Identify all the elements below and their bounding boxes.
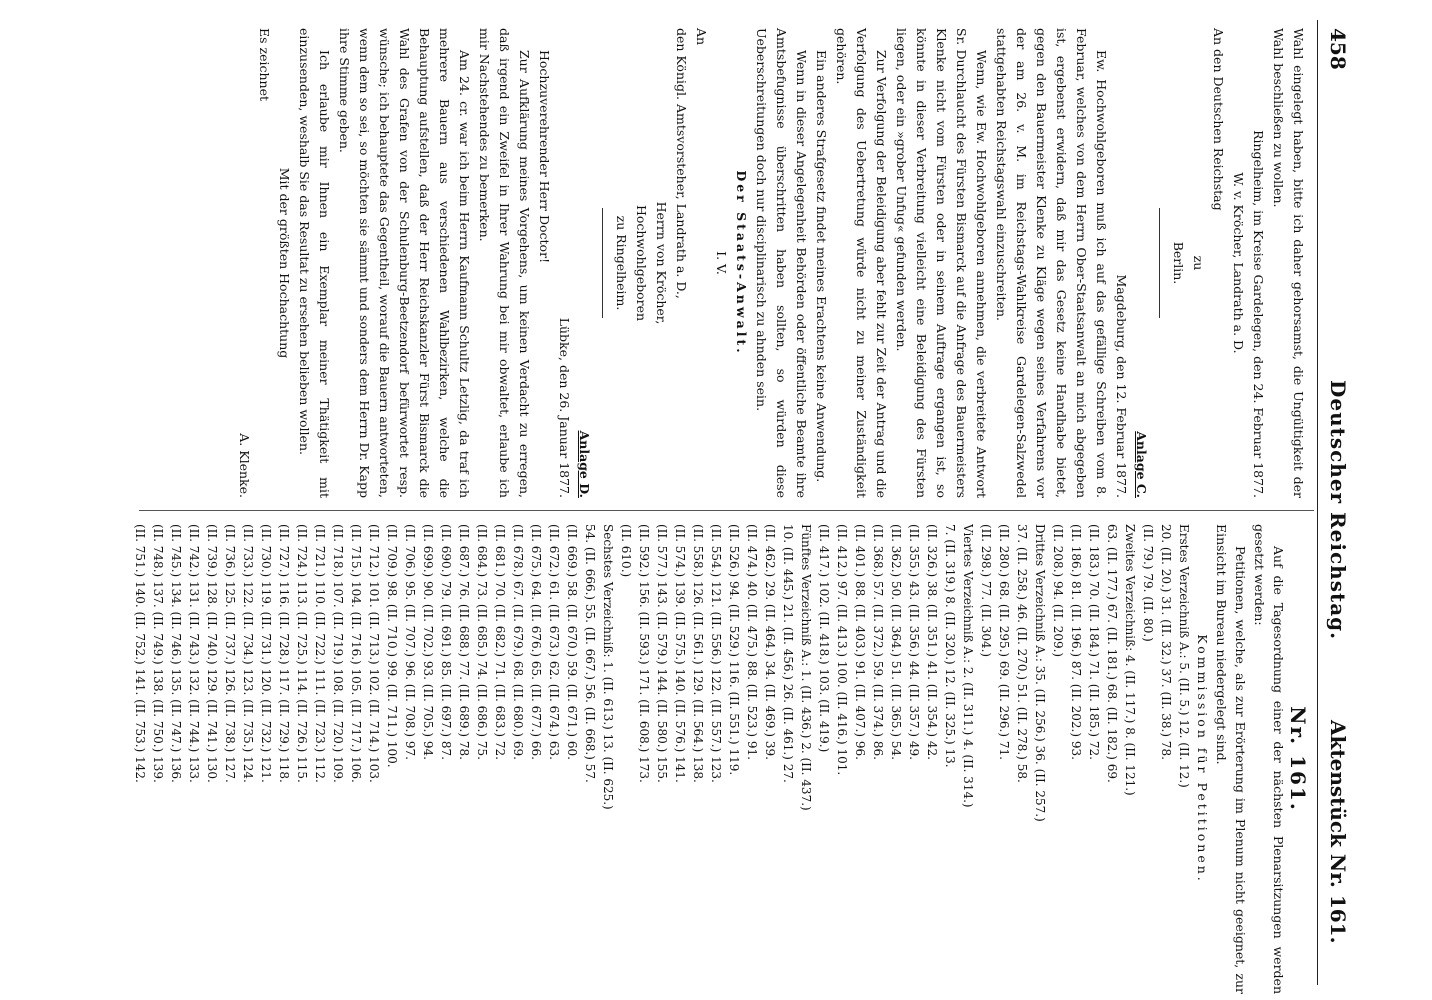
left-column bbox=[234, 28, 1308, 498]
addressee: zu bbox=[1191, 255, 1206, 271]
list-item: 37. (II. 258.) 46. (II. 270.) 51. (II. 278.) 58. bbox=[1015, 524, 1029, 783]
list-item: (II. 79.) 79. (II. 80.) bbox=[1141, 524, 1155, 642]
list-item: (II. 326.) 38. (II. 351.) 41. (II. 354.) 42. bbox=[925, 524, 939, 760]
right-column bbox=[131, 524, 1308, 994]
list-item: (II. 745.) 134. (II. 746.) 135. (II. 747.) 136. bbox=[169, 524, 183, 783]
list-item: (II. 362.) 50. (II. 364.) 51. (II. 365.) 54. bbox=[889, 524, 903, 760]
list-item: (II. 672.) 61. (II. 673.) 62. (II. 674.) 63. bbox=[547, 524, 561, 760]
list-item: (II. 298.) 77. (II. 304.) bbox=[979, 524, 993, 658]
list-item: 54. (II. 666.) 55. (II. 667.) 56. (II. 668.) 57. bbox=[583, 524, 597, 783]
paragraph: Zur Verfolgung der Beleidigung aber fehlt zur Zeit der Antrag und die Verfolgung des Uebertretung würde nicht zu meiner Zuständigkeit gehören. bbox=[834, 28, 889, 498]
list-item: (II. 280.) 68. (II. 295.) 69. (II. 296.) 71. bbox=[997, 524, 1011, 760]
list-item: (II. 684.) 73. (II. 685.) 74. (II. 686.) 75. bbox=[475, 524, 489, 760]
salutation: Hochzuverehrender Herr Doctor! bbox=[537, 50, 552, 264]
paragraph: Wenn, wie Ew. Hochwohlgeboren annehmen, die verbreitete Antwort Sr. Durchlaucht des Fürsten Bismarck auf die Anfrage des Bauermeisters Klenke nicht vom Fürsten oder in seinem Auftrage ergangen ist, so könnte in dieser Verbreitung vielleicht eine Beleidigung des Fürsten liegen, oder ein »grober Unfug« gefunden werden. bbox=[894, 28, 989, 498]
list-item: Zweites Verzeichniß: 4. (II. 117.) 8. (II. 121.) bbox=[1123, 524, 1137, 796]
signature: A. Klenke. bbox=[237, 433, 252, 498]
list-item: (II. 592.) 156. (II. 593.) 171. (II. 608.) 173. bbox=[637, 524, 651, 783]
annex-heading: Anlage D. bbox=[577, 430, 592, 498]
list-item: (II. 724.) 113. (II. 725.) 114. (II. 726.) 115. bbox=[295, 524, 309, 783]
column-divider bbox=[139, 510, 1314, 511]
list-item: (II. 751.) 140. (II. 752.) 141. (II. 753.) 142. bbox=[133, 524, 147, 783]
paragraph: Am 24. cr. war ich beim Herrn Kaufmann Schultz Letzlig, da traf ich mehrere Bauern aus verschiedenen Wahlbezirken, welche die Behauptung aufstellen, daß der Herr Reichskanzler Fürst Bismarck die Wahl des Grafen von der Schulenburg-Beetzendorf befürwortet resp. wünsche; ich behauptete das Gegentheil, worauf die Bauern antworteten, wenn dem so sei, so möchten sie sämmt und sonders dem Herrn Dr. Kapp ihre Stimme geben. bbox=[337, 28, 472, 498]
list-item: (II. 712.) 101. (II. 713.) 102. (II. 714.) 103. bbox=[367, 524, 381, 783]
addressee: Hochwohlgeboren bbox=[634, 204, 649, 322]
place-date: Magdeburg, den 12. Februar 1877. bbox=[1114, 274, 1129, 498]
list-item: (II. 577.) 143. (II. 579.) 144. (II. 580.) 155. bbox=[655, 524, 669, 783]
list-item: (II. 681.) 70. (II. 682.) 71. (II. 683.) 72. bbox=[493, 524, 507, 760]
list-item: (II. 412.) 97. (II. 413.) 100. (II. 416.) 101. bbox=[835, 524, 849, 776]
list-item: Drittes Verzeichniß A.: 35. (II. 256.) 36. (II. 257.) bbox=[1033, 524, 1047, 822]
list-item: (II. 742.) 131. (II. 743.) 132. (II. 744.) 133. bbox=[187, 524, 201, 783]
closing: Mit der größten Hochachtung bbox=[277, 167, 292, 359]
page-number: 458 bbox=[1326, 28, 1350, 70]
intro-text: Auf die Tagesordnung einer der nächsten Plenarsitzungen werden gesetzt werden: bbox=[1252, 524, 1286, 994]
list-item: (II. 690.) 79. (II. 691.) 85. (II. 697.) 87. bbox=[439, 524, 453, 760]
list-item: (II. 736.) 125. (II. 737.) 126. (II. 738.) 127. bbox=[223, 524, 237, 783]
list-item: (II. 715.) 104. (II. 716.) 105. (II. 717.) 106. bbox=[349, 524, 363, 783]
list-item: (II. 558.) 126. (II. 561.) 129. (II. 564.) 138. bbox=[691, 524, 705, 783]
list-item: (II. 401.) 88. (II. 403.) 91. (II. 407.) 96. bbox=[853, 524, 867, 760]
header-title: Deutscher Reichstag. bbox=[1326, 380, 1350, 641]
list-item: (II. 574.) 139. (II. 575.) 140. (II. 576.) 141. bbox=[673, 524, 687, 783]
list-item: 63. (II. 177.) 67. (II. 181.) 68. (II. 182.) 69. bbox=[1105, 524, 1119, 783]
separator bbox=[602, 208, 603, 318]
list-item: (II. 368.) 57. (II. 372.) 59. (II. 374.) 86. bbox=[871, 524, 885, 760]
list-item: (II. 709.) 98. (II. 710.) 99. (II. 711.) 100. bbox=[385, 524, 399, 768]
list-item: (II. 183.) 70. (II. 184.) 71. (II. 185.) 72. bbox=[1087, 524, 1101, 760]
list-item: (II. 417.) 102. (II. 418.) 103. (II. 419.) bbox=[817, 524, 831, 753]
list-item: (II. 186.) 81. (II. 196.) 87. (II. 202.) 93. bbox=[1069, 524, 1083, 760]
list-item: Sechstes Verzeichniß: 1. (II. 613.) 13. (II. 625.) bbox=[601, 524, 615, 810]
header-rule bbox=[1317, 20, 1318, 985]
separator bbox=[1159, 208, 1160, 318]
list-item: 10. (II. 445.) 21. (II. 456.) 26. (II. 461.) 27. bbox=[781, 524, 795, 783]
header-reference: Aktenstück Nr. 161. bbox=[1326, 720, 1350, 944]
commission-heading: Kommission für Petitionen. bbox=[1195, 634, 1210, 884]
list-item: (II. 526.) 94. (II. 529.) 116. (II. 551.) 119. bbox=[727, 524, 741, 776]
list-item: (II. 208.) 94. (II. 209.) bbox=[1051, 524, 1065, 658]
signature: I. V. bbox=[714, 251, 729, 275]
list-item: (II. 462.) 29. (II. 464.) 34. (II. 469.) 39. bbox=[763, 524, 777, 760]
list-item: 20. (II. 20.) 31. (II. 32.) 37. (II. 38.) 78. bbox=[1159, 524, 1173, 760]
list-item: (II. 699.) 90. (II. 702.) 93. (II. 705.) 94. bbox=[421, 524, 435, 760]
paragraph: Ew. Hochwohlgeboren muß ich auf das gefällige Schreiben vom 8. Februar, welches von dem Herrn Ober-Staatsanwalt an mich abgegeben ist, ergebenst erwidern, daß mir das Gesetz keine Handhabe bietet, gegen den Bauermeister Klenke zu Kläge wegen seines Verfahrens vor der am 26. v. M. im Reichstags-Wahlkreise Gardelegen-Salzwedel stattgehabten Reichstagswahl einzuschreiten. bbox=[994, 28, 1109, 498]
addressee: Herrn von Kröcher, bbox=[654, 201, 669, 325]
signature: Der Staats-Anwalt. bbox=[734, 170, 749, 356]
list-item: (II. 739.) 128. (II. 740.) 129. (II. 741.) 130. bbox=[205, 524, 219, 783]
paragraph: Ein anderes Strafgesetz findet meines Erachtens keine Anwendung. bbox=[814, 50, 829, 483]
addressee: Berlin. bbox=[1171, 241, 1186, 285]
list-item: (II. 675.) 64. (II. 676.) 65. (II. 677.) 66. bbox=[529, 524, 543, 760]
annex-heading: Anlage C. bbox=[1134, 431, 1149, 498]
list-item: Erstes Verzeichniß A.: 5. (II. 5.) 12. (II. 12.) bbox=[1177, 524, 1191, 788]
list-item: (II. 610.) bbox=[619, 524, 633, 578]
list-item: (II. 718.) 107. (II. 719.) 108. (II. 720.) 109. bbox=[331, 524, 345, 783]
paragraph: Wenn in dieser Angelegenheit Behörden oder öffentliche Beamte ihre Amtsbefugnisse überschritten haben sollten, so würden diese Ueberschreitungen doch nur disciplinarisch zu ahnden sein. bbox=[754, 28, 809, 498]
list-item: Fünftes Verzeichniß A.: 1. (II. 436.) 2. (II. 437.) bbox=[799, 524, 813, 811]
intro-text: Petitionen, welche, als zur Erörterung im Plenum nicht geeignet, zur Einsicht im Bureau niedergelegt sind. bbox=[1214, 524, 1248, 994]
list-item: (II. 748.) 137. (II. 749.) 138. (II. 750.) 139. bbox=[151, 524, 165, 783]
addressee: zu Ringelheim. bbox=[614, 215, 629, 311]
list-item: (II. 474.) 40. (II. 475.) 88. (II. 523.) 91. bbox=[745, 524, 759, 760]
closing: Es zeichnet bbox=[257, 28, 272, 102]
petition-list bbox=[131, 524, 1193, 994]
addressee: An bbox=[694, 28, 709, 46]
list-item: 7. (II. 319.) 8. (II. 320.) 12. (II. 325.) 13. bbox=[943, 524, 957, 768]
list-item: (II. 706.) 95. (II. 707.) 96. (II. 708.) 97. bbox=[403, 524, 417, 760]
paragraph: Ich erlaube mir Ihnen ein Exemplar meiner Thätigkeit mit einzusenden, weshalb Sie das Resultat zu ersehen belieben wollen. bbox=[297, 28, 332, 498]
signature: W. v. Kröcher, Landrath a. D. bbox=[1231, 172, 1246, 354]
running-header bbox=[1320, 0, 1350, 1000]
paragraph: Wahl eingelegt haben, bitte ich daher gehorsamst, die Ungültigkeit der Wahl beschließen zu wollen. bbox=[1271, 28, 1306, 498]
list-item: (II. 733.) 122. (II. 734.) 123. (II. 735.) 124. bbox=[241, 524, 255, 783]
document-number-title: Nr. 161. bbox=[1286, 706, 1310, 812]
list-item: Viertes Verzeichniß A.: 2. (II. 311.) 4. (II. 314.) bbox=[961, 524, 975, 808]
addressee: den Königl. Amtsvorsteher, Landrath a. D., bbox=[674, 28, 689, 299]
addressee: An den Deutschen Reichstag bbox=[1211, 28, 1226, 211]
paragraph: Zur Aufklärung meines Vorgehens, um keinen Verdacht zu erregen, daß irgend ein Zweifel in Ihrer Wahrung bei mir obwaltet, erlaube ich mir Nachstehendes zu bemerken. bbox=[477, 28, 532, 498]
place-date: Lübke, den 26. Januar 1877. bbox=[557, 317, 572, 498]
list-item: (II. 678.) 67. (II. 679.) 68. (II. 680.) 69. bbox=[511, 524, 525, 760]
list-item: (II. 727.) 116. (II. 728.) 117. (II. 729.) 118. bbox=[277, 524, 291, 783]
list-item: (II. 687.) 76. (II. 688.) 77. (II. 689.) 78. bbox=[457, 524, 471, 760]
list-item: (II. 721.) 110. (II. 722.) 111. (II. 723.) 112. bbox=[313, 524, 327, 783]
list-item: (II. 355.) 43. (II. 356.) 44. (II. 357.) 49. bbox=[907, 524, 921, 760]
list-item: (II. 554.) 121. (II. 556.) 122. (II. 557.) 123. bbox=[709, 524, 723, 783]
list-item: (II. 730.) 119. (II. 731.) 120. (II. 732.) 121. bbox=[259, 524, 273, 783]
place-date: Ringelheim, im Kreise Gardelegen, den 24. Februar 1877. bbox=[1251, 130, 1266, 498]
list-item: (II. 669.) 58. (II. 670.) 59. (II. 671.) 60. bbox=[565, 524, 579, 760]
